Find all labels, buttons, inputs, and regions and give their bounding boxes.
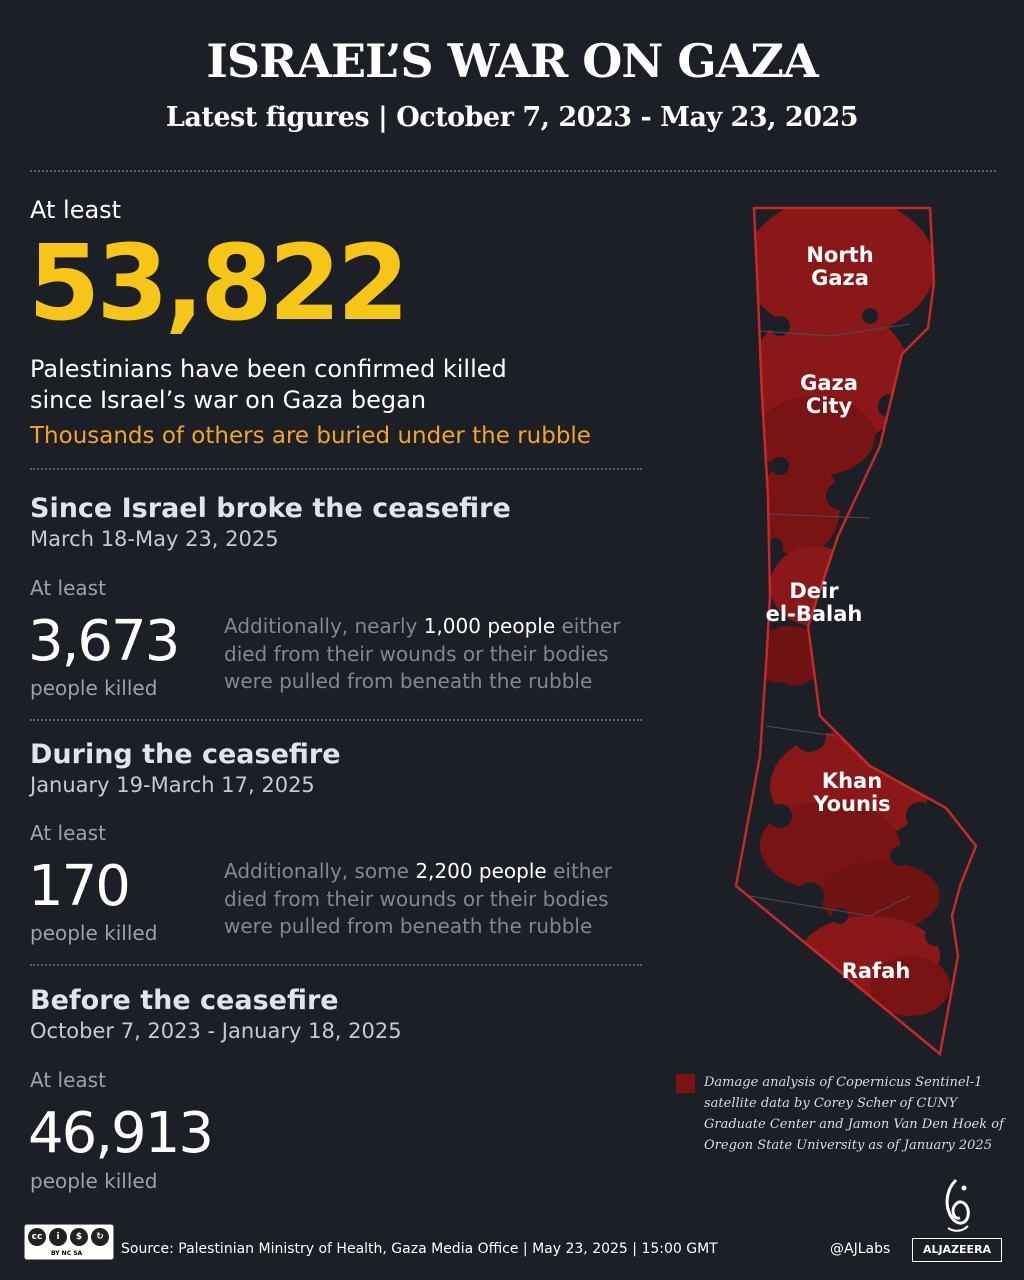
additional-deaths-note — [224, 858, 644, 941]
page-subtitle: Latest figures | October 7, 2023 - May 23, 2025 — [165, 102, 859, 133]
rubble-note: Thousands of others are buried under the rubble — [30, 423, 591, 449]
cc-license-text: BY NC SA — [51, 1250, 83, 1257]
killed-unit: people killed — [30, 1169, 158, 1193]
label-line: North — [806, 243, 874, 267]
section-dates: January 19-March 17, 2025 — [30, 773, 315, 797]
al-jazeera-emblem-icon — [938, 1176, 974, 1234]
total-description — [30, 354, 630, 416]
section-heading: Since Israel broke the ceasefire — [30, 493, 511, 524]
label-line: Gaza — [811, 266, 869, 290]
at-least-label: At least — [30, 1068, 106, 1092]
additional-deaths-note — [224, 613, 644, 696]
label-line: Younis — [813, 792, 891, 816]
extra-bold: 1,000 people — [423, 614, 556, 638]
sa-icon: ↻ — [91, 1228, 109, 1246]
at-least-label: At least — [30, 821, 106, 845]
gaza-damage-map — [720, 196, 990, 1062]
header-divider — [30, 170, 996, 172]
nc-icon: $ — [70, 1228, 88, 1246]
total-prefix: At least — [30, 196, 122, 224]
creative-commons-badge — [24, 1224, 114, 1260]
cc-icon: cc — [28, 1228, 46, 1246]
killed-number: 170 — [28, 854, 129, 919]
label-line: Deir — [789, 579, 839, 603]
label-line: Gaza — [800, 371, 858, 395]
al-jazeera-logo: ALJAZEERA — [912, 1238, 1002, 1262]
section-dates: October 7, 2023 - January 18, 2025 — [30, 1019, 402, 1043]
at-least-label: At least — [30, 576, 106, 600]
section-divider — [30, 719, 642, 721]
label-line: el-Balah — [765, 602, 863, 626]
extra-bold: 2,200 people — [415, 859, 547, 883]
extra-pre: Additionally, some — [224, 859, 416, 883]
source-line: Source: Palestinian Ministry of Health, Gaza Media Office | May 23, 2025 | 15:00 GMT — [121, 1241, 718, 1257]
map-label-deir-el-balah — [758, 580, 870, 626]
total-killed-number: 53,822 — [28, 222, 406, 344]
label-line: Khan — [821, 769, 883, 793]
extra-post: either died from their wounds or their bodies were pulled from beneath the rubble — [224, 859, 612, 938]
damage-area — [720, 196, 990, 1062]
label-line: City — [805, 394, 853, 418]
page-title: ISRAEL’S WAR ON GAZA — [206, 34, 818, 88]
by-icon: i — [49, 1228, 67, 1246]
extra-post: either died from their wounds or their bodies were pulled from beneath the rubble — [224, 614, 621, 693]
damage-legend-text: Damage analysis of Copernicus Sentinel-1 satellite data by Corey Scher of CUNY Graduate Center and Jamon Van Den Hoek of Oregon State University as of January 2025 — [704, 1075, 1004, 1153]
section-heading: Before the ceasefire — [30, 985, 339, 1016]
extra-pre: Additionally, nearly — [224, 614, 424, 638]
map-label-khan-younis — [806, 770, 898, 816]
map-label-north-gaza — [795, 244, 885, 290]
section-divider — [30, 468, 642, 470]
total-description-line2: since Israel’s war on Gaza began — [30, 386, 427, 414]
section-dates: March 18-May 23, 2025 — [30, 527, 279, 551]
map-label-gaza-city — [784, 372, 874, 418]
section-divider — [30, 964, 642, 966]
killed-unit: people killed — [30, 676, 158, 700]
section-heading: During the ceasefire — [30, 739, 341, 770]
map-label-rafah: Rafah — [841, 959, 911, 983]
ajlabs-handle: @AJLabs — [830, 1241, 891, 1257]
total-description-line1: Palestinians have been confirmed killed — [30, 355, 507, 383]
killed-number: 3,673 — [28, 609, 179, 674]
killed-unit: people killed — [30, 921, 158, 945]
killed-number: 46,913 — [28, 1101, 212, 1166]
damage-legend-swatch — [676, 1074, 695, 1093]
